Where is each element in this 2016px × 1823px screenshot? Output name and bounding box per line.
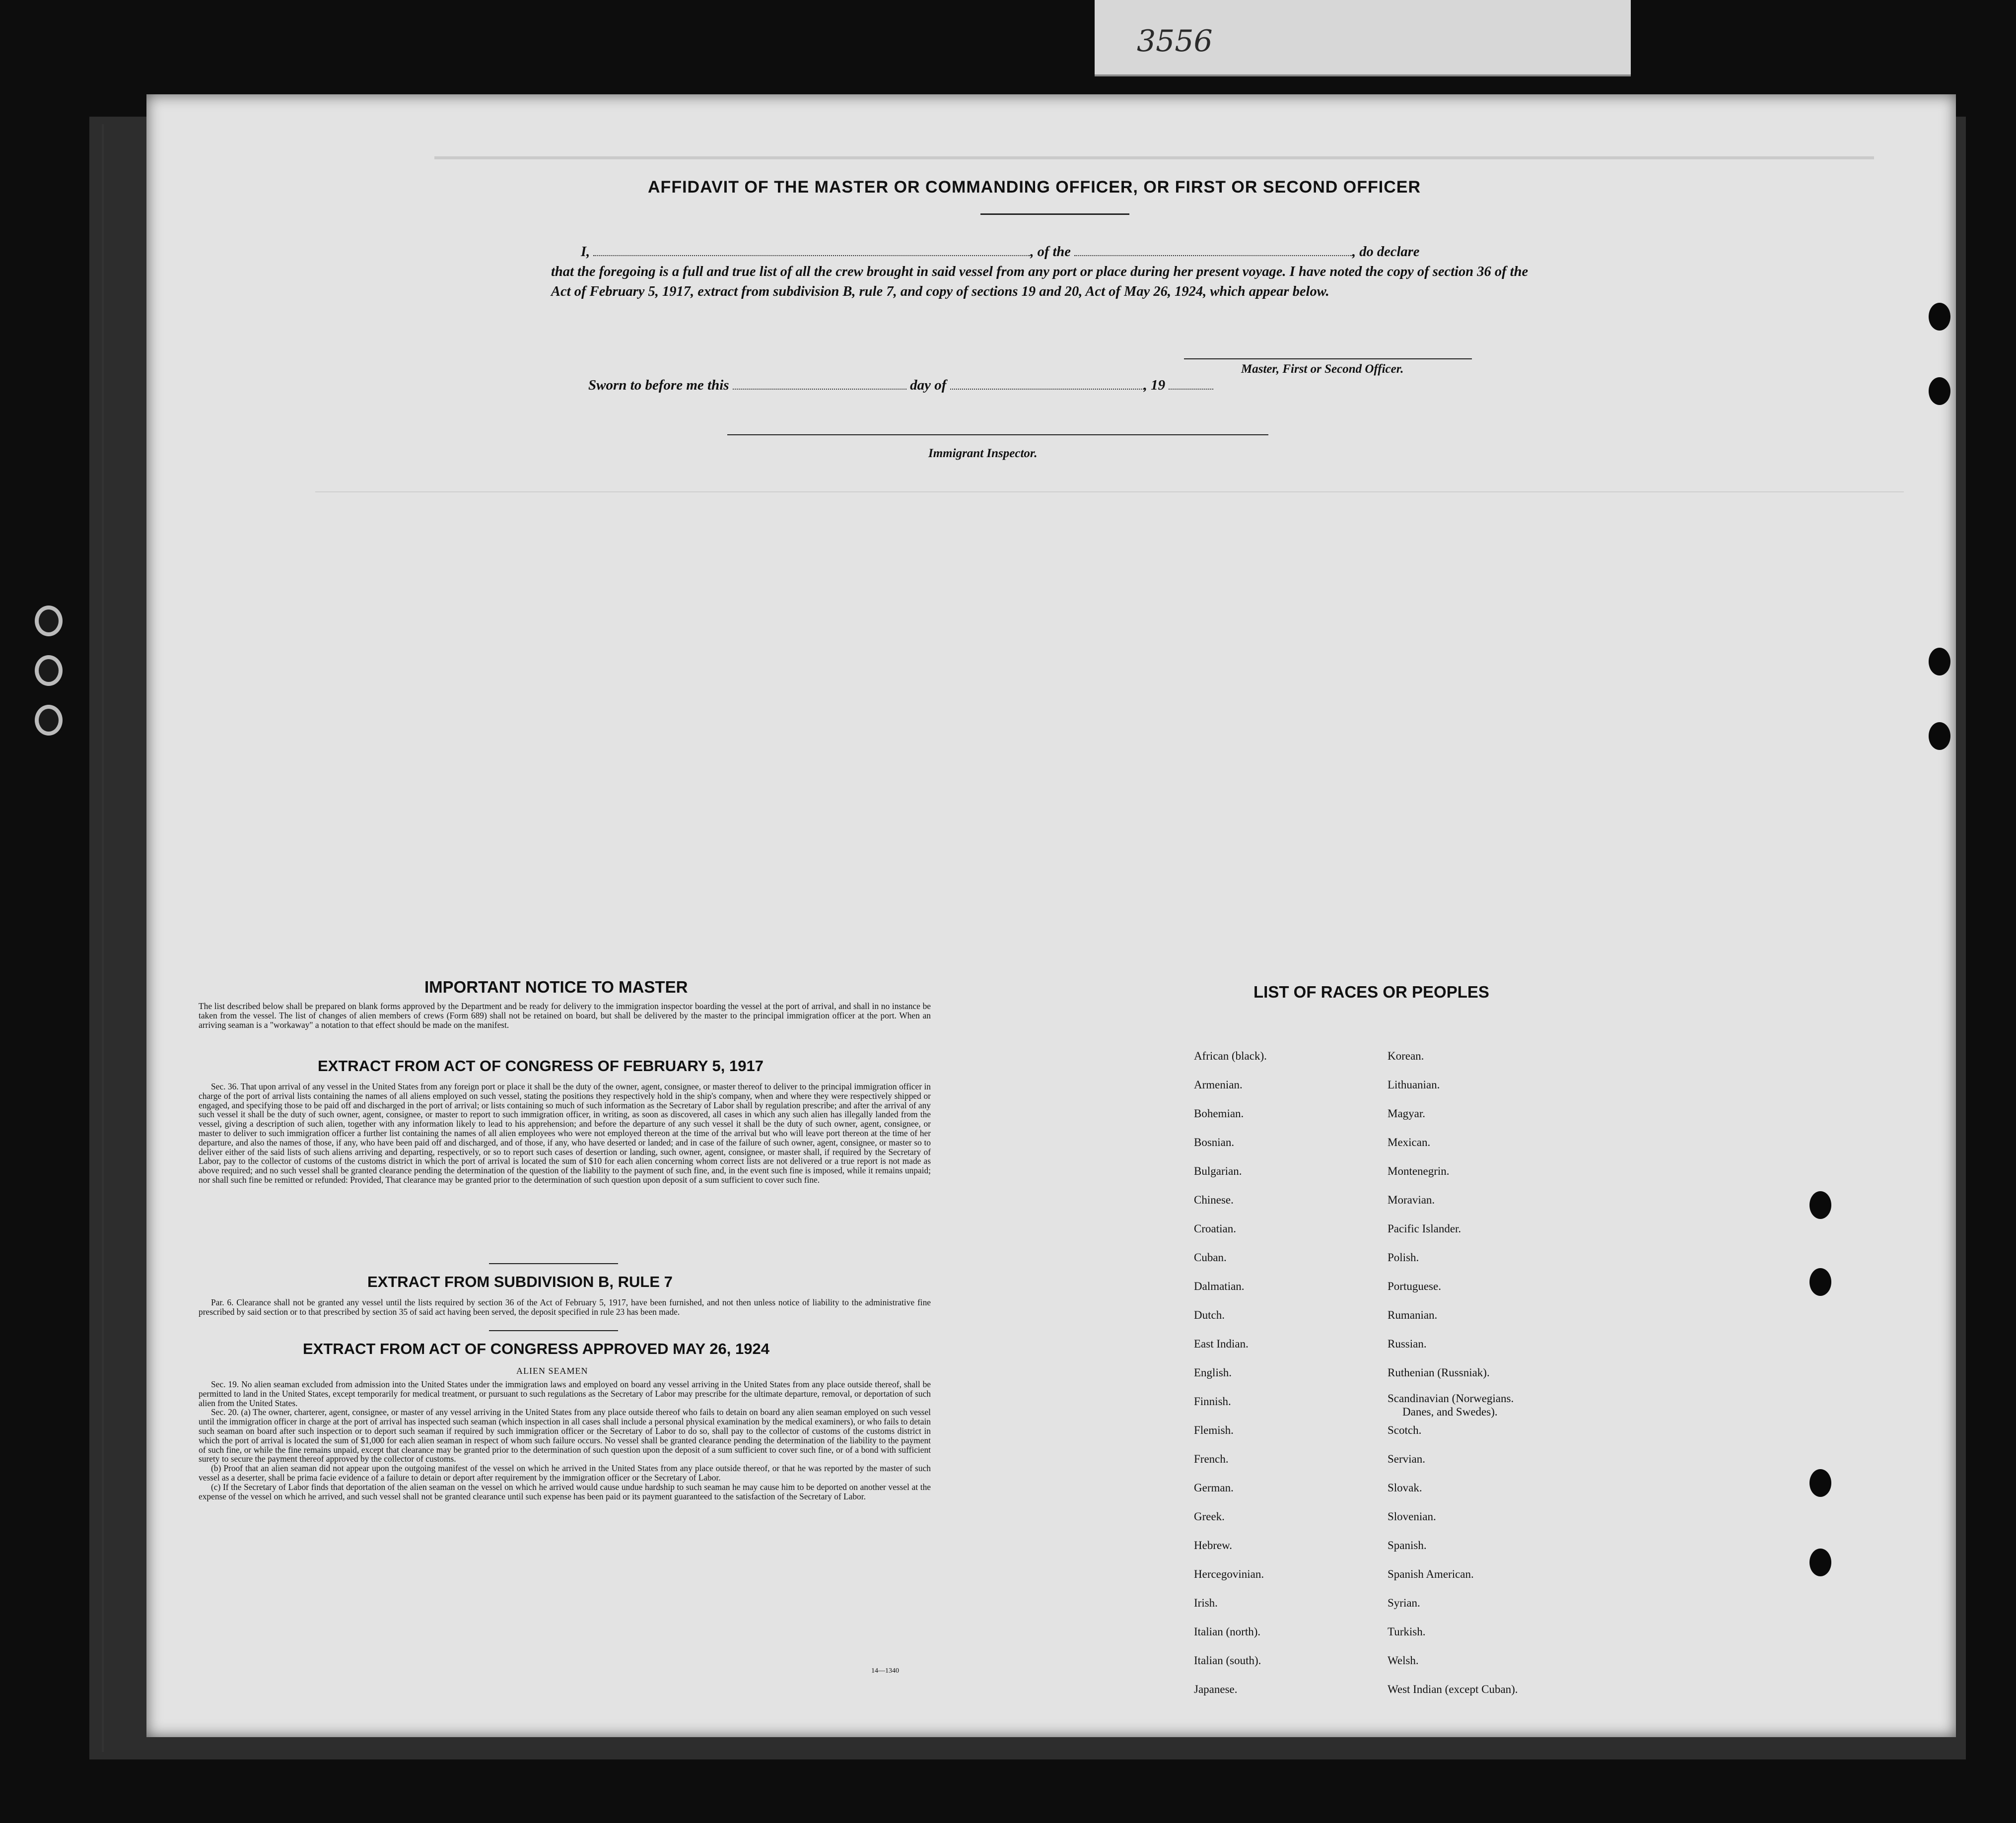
affidavit-title: AFFIDAVIT OF THE MASTER OR COMMANDING OFFICER, OR FIRST OR SECOND OFFICER bbox=[648, 178, 1421, 197]
race-item: Ruthenian (Russniak). bbox=[1388, 1366, 1490, 1379]
punch-hole bbox=[1809, 1268, 1831, 1296]
race-item: Slovak. bbox=[1388, 1482, 1422, 1494]
race-item: Scotch. bbox=[1388, 1424, 1422, 1436]
race-item: Scandinavian (Norwegians. bbox=[1388, 1392, 1514, 1405]
signature-label: Master, First or Second Officer. bbox=[1241, 362, 1404, 376]
punch-hole bbox=[1929, 722, 1950, 750]
affidavit-text bbox=[551, 242, 1529, 302]
year-label: , 19 bbox=[1143, 377, 1166, 393]
top-tab-strip bbox=[1095, 0, 1631, 76]
race-item: Cuban. bbox=[1194, 1251, 1227, 1264]
day-of-label: day of bbox=[910, 377, 947, 393]
race-item: Flemish. bbox=[1194, 1424, 1234, 1436]
act-1924-sections bbox=[199, 1380, 931, 1501]
race-item: Turkish. bbox=[1388, 1625, 1426, 1638]
signature-line[interactable] bbox=[1184, 358, 1472, 359]
section-divider bbox=[489, 1263, 618, 1264]
of-the-label: , of the bbox=[1030, 244, 1071, 260]
race-item: Dalmatian. bbox=[1194, 1280, 1245, 1292]
sworn-line bbox=[588, 377, 1213, 394]
alien-seamen-heading: ALIEN SEAMEN bbox=[516, 1366, 588, 1376]
punch-hole bbox=[1809, 1469, 1831, 1497]
sheet-number: 3556 bbox=[1137, 24, 1213, 59]
act-1917-section-36: Sec. 36. That upon arrival of any vessel in the United States from any foreign port or place it shall be the duty of the owner, agent, consignee, or master thereof to deliver to the principal immigration officer in charge of the port of arrival lists containing the names of all aliens employed on such vessel, stating the positions they respectively hold in the ship's company, when and where they were respectively shipped or engaged, and specifying those to be paid off and discharged in the port of arrival; or lists containing so much of such information as the Secretary of Labor shall by regulation prescribe; and after the arrival of any such vessel it shall be the duty of such owner, agent, consignee, or master to report to such immigration officer, in writing, as soon as discovered, all cases in which any such alien has illegally landed from the vessel, giving a description of such alien, together with any information likely to lead to his apprehension; and before the departure of any such vessel it shall be the duty of such owner, agent, consignee, or master to deliver to such immigration officer a further list containing the names of all alien employees who were not employed thereon at the time of the arrival but who will leave port thereon at the time of her departure, and also the names of those, if any, who have been paid off and discharged, and of those, if any, who have deserted or landed; and in case of the failure of such owner, agent, consignee, or master so to deliver either of the said lists of such aliens arriving and departing, respectively, or so to report such cases of desertion or landing, such owner, agent, consignee, or master shall, if required by the Secretary of Labor, pay to the collector of customs of the customs district in which the port of arrival is located the sum of $10 for each alien concerning whom correct lists are not delivered or a true report is not made as above required; and no such vessel shall be granted clearance pending the determination of the question of the liability to the payment of such fine, and, in the event such fine is imposed, while it remains unpaid; nor shall such fine be remitted or refunded: Provided, That clearance may be granted prior to the determination of such question upon deposit of a sum sufficient to cover such fine. bbox=[199, 1081, 931, 1185]
race-item: German. bbox=[1194, 1482, 1234, 1494]
affidavit-body-text: that the foregoing is a full and true list of all the crew brought in said vessel from any port or place during her present voyage. I have noted the copy of section 36 of the Act of February 5, 1917, extract from subdivision B, rule 7, and copy of sections 19 and 20, Act of May 26, 1924, which appear below. bbox=[551, 264, 1529, 299]
act-1917-title: EXTRACT FROM ACT OF CONGRESS OF FEBRUARY 5, 1917 bbox=[318, 1057, 764, 1075]
race-item: Japanese. bbox=[1194, 1683, 1238, 1695]
race-item: Finnish. bbox=[1194, 1395, 1231, 1408]
race-item: Armenian. bbox=[1194, 1079, 1243, 1091]
race-item: Montenegrin. bbox=[1388, 1165, 1450, 1177]
race-item: West Indian (except Cuban). bbox=[1388, 1683, 1518, 1695]
race-item: Spanish. bbox=[1388, 1539, 1427, 1552]
sworn-month-field[interactable] bbox=[950, 389, 1144, 390]
race-item: Russian. bbox=[1388, 1338, 1427, 1350]
section-20a: Sec. 20. (a) The owner, charterer, agent, consignee, or master of any vessel arriving in the United States from any place outside thereof who fails to detain on board any alien seaman employed on such vessel until the immigration officer in charge at the port of arrival has inspected such seaman (which inspection in all cases shall include a personal physical examination by the medical examiners), or who fails to detain such seaman on board after such inspection or to deport such seaman if required by such immigration officer or the Secretary of Labor to do so, shall pay to the collector of customs of the customs district in which the port of arrival is located the sum of $1,000 for each alien seaman in respect of whom such failure occurs. No vessel shall be granted clearance pending the determination of the liability to the payment of such fine, or while the fine remains unpaid, except that clearance may be granted prior to the determination of such question upon the deposit of a sum sufficient to cover such fine, or of a bond with sufficient surety to secure the payment thereof approved by the collector of customs. bbox=[199, 1407, 931, 1464]
race-item: Greek. bbox=[1194, 1510, 1225, 1523]
race-item: Mexican. bbox=[1388, 1136, 1431, 1148]
race-item: East Indian. bbox=[1194, 1338, 1249, 1350]
notice-body: The list described below shall be prepared on blank forms approved by the Department and be ready for delivery to the immigration inspector boarding the vessel at the port of arrival, and shall in no instance be taken from the vessel. The list of changes of alien members of crews (Form 689) shall not be retained on board, but shall be delivered by the master to the principal immigration officer at the port. When an arriving seaman is a "workaway" a notation to that effect should be made on the manifest. bbox=[199, 1001, 931, 1030]
race-item: Bulgarian. bbox=[1194, 1165, 1242, 1177]
punch-hole bbox=[1809, 1549, 1831, 1576]
race-item: Croatian. bbox=[1194, 1222, 1236, 1235]
vessel-field[interactable] bbox=[1074, 255, 1352, 256]
binder-hole bbox=[35, 705, 63, 736]
rule7-title: EXTRACT FROM SUBDIVISION B, RULE 7 bbox=[367, 1273, 673, 1290]
race-item: Welsh. bbox=[1388, 1654, 1419, 1667]
act-1924-title: EXTRACT FROM ACT OF CONGRESS APPROVED MAY 26, 1924 bbox=[303, 1340, 769, 1357]
race-item: Servian. bbox=[1388, 1453, 1426, 1465]
race-item: Italian (south). bbox=[1194, 1654, 1261, 1667]
race-item: Bohemian. bbox=[1194, 1107, 1244, 1120]
race-item: Magyar. bbox=[1388, 1107, 1426, 1120]
punch-hole bbox=[1929, 648, 1950, 675]
race-item: Lithuanian. bbox=[1388, 1079, 1440, 1091]
race-item: Irish. bbox=[1194, 1597, 1218, 1609]
sworn-date-field[interactable] bbox=[733, 389, 906, 390]
punch-hole bbox=[1929, 377, 1950, 405]
race-item: English. bbox=[1194, 1366, 1232, 1379]
race-item: Danes, and Swedes). bbox=[1402, 1406, 1498, 1418]
section-divider bbox=[489, 1330, 618, 1331]
name-field[interactable] bbox=[593, 255, 1030, 256]
inspector-label: Immigrant Inspector. bbox=[928, 447, 1038, 460]
race-item: Hebrew. bbox=[1194, 1539, 1233, 1552]
race-item: Syrian. bbox=[1388, 1597, 1420, 1609]
race-item: Dutch. bbox=[1194, 1309, 1225, 1321]
punch-hole bbox=[1809, 1191, 1831, 1219]
margin-rule bbox=[102, 124, 104, 1752]
race-item: Spanish American. bbox=[1388, 1568, 1474, 1580]
race-item: Polish. bbox=[1388, 1251, 1419, 1264]
bleed-through-rule bbox=[315, 491, 1904, 492]
affidavit-page bbox=[146, 94, 1956, 1737]
punch-hole bbox=[1929, 303, 1950, 331]
rule7-body: Par. 6. Clearance shall not be granted any vessel until the lists required by section 36 of the Act of February 5, 1917, have been furnished, and not then unless notice of liability to the administrative fine prescribed by said section or to that prescribed by section 35 of said act having been served, the deposit specified in rule 23 has been made. bbox=[199, 1297, 931, 1317]
race-item: Korean. bbox=[1388, 1050, 1424, 1062]
binder-hole bbox=[35, 655, 63, 686]
section-19: Sec. 19. No alien seaman excluded from admission into the United States under the immigration laws and employed on board any vessel arriving in the United States from any place outside thereof, shall be permitted to land in the United States, except temporarily for medical treatment, or pursuant to such regulations as the Secretary of Labor may prescribe for the ultimate departure, removal, or deportation of such alien from the United States. bbox=[199, 1379, 931, 1408]
declaration-line bbox=[551, 242, 1529, 262]
form-number: 14—1340 bbox=[871, 1667, 899, 1675]
race-item: Italian (north). bbox=[1194, 1625, 1261, 1638]
inspector-signature-line[interactable] bbox=[727, 434, 1268, 435]
race-item: Bosnian. bbox=[1194, 1136, 1235, 1148]
title-rule bbox=[980, 213, 1129, 215]
section-20c: (c) If the Secretary of Labor finds that deportation of the alien seaman on the vessel on which he arrived would cause undue hardship to such seaman he may cause him to be deported on another vessel at the expense of the vessel on which he arrived, and such vessel shall not be granted clearance until such expense has been paid or its payment guaranteed to the satisfaction of the Secretary of Labor. bbox=[199, 1482, 931, 1501]
race-item: Chinese. bbox=[1194, 1194, 1234, 1206]
race-item: Hercegovinian. bbox=[1194, 1568, 1264, 1580]
declare-label: , do declare bbox=[1352, 244, 1420, 260]
sworn-year-field[interactable] bbox=[1169, 389, 1213, 390]
binder-hole bbox=[35, 606, 63, 636]
notice-title: IMPORTANT NOTICE TO MASTER bbox=[424, 978, 688, 996]
race-item: Pacific Islander. bbox=[1388, 1222, 1461, 1235]
race-item: African (black). bbox=[1194, 1050, 1267, 1062]
race-item: Portuguese. bbox=[1388, 1280, 1441, 1292]
section-20b: (b) Proof that an alien seaman did not appear upon the outgoing manifest of the vessel on which he arrived in the United States from any place outside thereof, or that he was reported by the master of such vessel as a deserter, shall be prima facie evidence of a failure to detain or deport after requirement by the immigration officer or the Secretary of Labor. bbox=[199, 1463, 931, 1483]
race-item: Moravian. bbox=[1388, 1194, 1435, 1206]
i-label: I, bbox=[581, 244, 590, 260]
race-item: French. bbox=[1194, 1453, 1229, 1465]
race-item: Rumanian. bbox=[1388, 1309, 1438, 1321]
races-title: LIST OF RACES OR PEOPLES bbox=[1253, 983, 1489, 1001]
race-item: Slovenian. bbox=[1388, 1510, 1436, 1523]
sworn-prefix: Sworn to before me this bbox=[588, 377, 729, 393]
